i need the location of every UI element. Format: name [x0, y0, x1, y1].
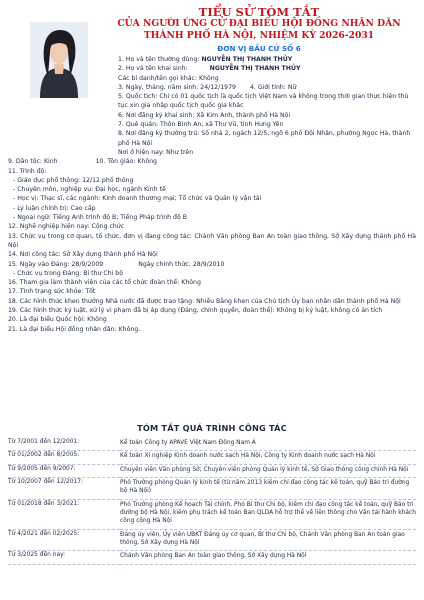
- document-subtitle-term: THÀNH PHỐ HÀ NỘI, NHIỆM KỲ 2026-2031: [143, 30, 375, 41]
- work-history-row: [8, 499, 416, 529]
- field-position: 13. Chức vụ trong cơ quan, tổ chức, đơn vị đang công tác: Chánh Văn phòng Ban An toàn giao thông, Sở Xây dựng thành phố Hà Nội: [8, 232, 416, 249]
- field-nationality: 5. Quốc tịch: Chỉ có 01 quốc tịch là quốc tịch Việt Nam và không trong thời gian thực hiện thủ tục xin gia nhập quốc tịch quốc gia khác: [118, 93, 409, 110]
- document-header: [100, 6, 418, 53]
- field-gender: 4. Giới tính: Nữ: [249, 83, 297, 91]
- work-history-description: Phó Trưởng phòng Kế hoạch Tài chính, Phó Bí thư Chi bộ, kiêm chỉ đạo công tác kế toán, quỹ Bảo trì đường bộ Hà Nội, kiêm phụ trách kế toán Ban QLDA hỗ trợ thể về liên thông cho Vận tải hành khách công cộng Hà Nội: [120, 499, 416, 529]
- work-history-row: [8, 451, 416, 464]
- field-birth-name: [8, 64, 416, 73]
- field-national-assembly: 20. Là đại biểu Quốc hội: Không: [8, 316, 107, 324]
- field-hometown: 7. Quê quán: Thôn Bình An, xã Thư Vũ, tỉnh Hưng Yên: [118, 121, 284, 129]
- field-label: 1. Họ và tên thường dùng:: [118, 56, 202, 63]
- field-workplace: 14. Nơi công tác: Sở Xây dựng thành phố Hà Nội: [8, 251, 158, 259]
- work-history-period: Từ 01/2018 đến 3/2021:: [8, 499, 120, 529]
- field-permanent-residence: 8. Nơi đăng ký thường trú: Số nhà 2, ngách 12/5, ngõ 6 phố Đội Nhân, phường Ngọc Hà, thành phố Hà Nội: [118, 130, 411, 147]
- document-title: TIỂU SỬ TÓM TẮT: [198, 5, 320, 19]
- field-ethnicity-religion: [8, 157, 416, 166]
- work-history-period: Từ 10/2007 đến 12/2017:: [8, 478, 120, 500]
- field-education: 11. Trình độ:: [8, 167, 47, 175]
- work-history-period: Từ 3/2025 đến nay:: [8, 551, 120, 564]
- field-education-major: - Chuyên môn, nghiệp vụ: Đại học, ngành Kinh tế: [13, 186, 166, 194]
- work-history-period: Từ 01/2002 đến 8/2005:: [8, 451, 120, 464]
- field-education-degree: - Học vị: Thạc sĩ, các ngành: Kinh doanh thương mại; Tổ chức và Quản lý vận tải: [13, 195, 262, 203]
- field-value: NGUYỄN THỊ THANH THỦY: [209, 65, 301, 73]
- work-history-row: [8, 464, 416, 477]
- field-organizations: 16. Tham gia làm thành viên của các tổ chức đoàn thể: Không: [8, 279, 201, 287]
- work-history-period: Từ 7/2001 đến 12/2001:: [8, 438, 120, 451]
- work-history-title: TÓM TẮT QUÁ TRÌNH CÔNG TÁC: [137, 423, 287, 433]
- field-party-join-date: 15. Ngày vào Đảng: 28/9/2009: [8, 260, 104, 268]
- field-awards: 18. Các hình thức khen thưởng Nhà nước đã được trao tặng: Nhiều Bằng khen của Chủ tịch Ủy ban nhân dân thành phố Hà Nội: [8, 297, 401, 305]
- document-subtitle: CỦA NGƯỜI ỨNG CỬ ĐẠI BIỂU HỘI ĐỒNG NHÂN DÂN: [117, 18, 401, 29]
- field-birth-and-gender: [8, 83, 416, 92]
- field-value: NGUYỄN THỊ THANH THỦY: [201, 56, 293, 63]
- field-education-general: - Giáo dục phổ thông: 12/12 phổ thông: [13, 176, 134, 184]
- field-party-dates: [8, 260, 416, 269]
- field-education-language: - Ngoại ngữ: Tiếng Anh trình độ B; Tiếng Pháp trình độ B: [13, 214, 187, 222]
- field-aliases: Các bí danh/tên gọi khác: Không: [118, 74, 219, 82]
- field-label: 2. Họ và tên khai sinh:: [118, 65, 188, 73]
- work-history-table: [8, 438, 416, 565]
- work-history-period: Từ 9/2005 đến 9/2007:: [8, 464, 120, 477]
- work-history-description: Chánh Văn phòng Ban An toàn giao thông, Sở Xây dựng Hà Nội: [120, 551, 416, 564]
- field-party-position: - Chức vụ trong Đảng: Bí thư Chi bộ: [13, 269, 124, 277]
- field-education-political: - Lý luận chính trị: Cao cấp: [13, 204, 96, 212]
- field-ethnicity: 9. Dân tộc: Kinh: [8, 158, 58, 166]
- work-history: [8, 438, 416, 565]
- work-history-description: Kế toán Xí nghiệp Kinh doanh nước sạch Hà Nội, Công ty Kinh doanh nước sạch Hà Nội: [120, 451, 416, 464]
- work-history-description: Chuyên viên Văn phòng Sở; Chuyên viên phòng Quản lý kinh tế, Sở Giao thông công chính Hà Nội: [120, 464, 416, 477]
- field-current-residence: Nơi ở hiện nay: Như trên: [118, 148, 194, 156]
- work-history-description: Đảng ủy viên, Ủy viên UBKT Đảng ủy cơ quan, Bí thư Chi bộ, Chánh Văn phòng Ban An toàn giao thông, Sở Xây dựng Hà Nội: [120, 529, 416, 551]
- field-health: 17. Tình trạng sức khỏe: Tốt: [8, 288, 96, 296]
- field-people-council: 21. Là đại biểu Hội đồng nhân dân: Không.: [8, 325, 141, 333]
- field-religion: 10. Tôn giáo: Không: [95, 158, 157, 166]
- field-birth-registration: 6. Nơi đăng ký khai sinh: Xã Kim Anh, thành phố Hà Nội: [118, 111, 291, 119]
- field-party-official-date: Ngày chính thức: 28/9/2010: [138, 260, 225, 268]
- field-common-name: [8, 55, 416, 64]
- work-history-description: Phó Trưởng phòng Quản lý kinh tế (từ năm 2013 kiêm chỉ đạo công tác kế toán, quỹ Bảo trì đường bộ Hà Nội): [120, 478, 416, 500]
- work-history-description: Kế toán Công ty APAVE Việt Nam Đông Nam Á: [120, 438, 416, 451]
- field-occupation: 12. Nghề nghiệp hiện nay: Công chức: [8, 223, 125, 231]
- electoral-unit: ĐƠN VỊ BẦU CỬ SỐ 6: [217, 44, 301, 53]
- field-discipline: 19. Các hình thức kỷ luật, xử lý vi phạm đã bị áp dụng (Đảng, chính quyền, đoàn thể): Không bị kỷ luật, không có án tích: [8, 307, 383, 315]
- work-history-period: Từ 4/2021 đến 02/2025:: [8, 529, 120, 551]
- work-history-row: [8, 478, 416, 500]
- field-birth-date: 3. Ngày, tháng, năm sinh: 24/12/1979: [118, 83, 236, 91]
- work-history-row: [8, 551, 416, 564]
- work-history-row: [8, 529, 416, 551]
- work-history-row: [8, 438, 416, 451]
- biography-fields: [8, 55, 416, 334]
